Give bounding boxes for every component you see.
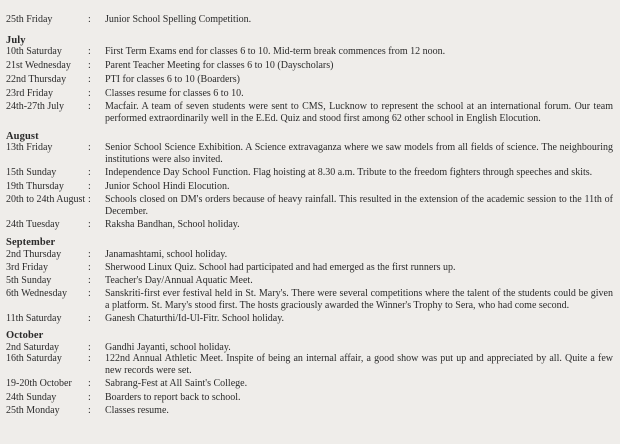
entry-text: Janamashtami, school holiday. (105, 249, 228, 260)
entry-text: 122nd Annual Athletic Meet. Inspite of being an internal affair, a good show was put up and appreciated by all. Quite a few new records were set. (105, 353, 613, 376)
calendar-entry (0, 392, 620, 404)
calendar-entry (0, 275, 620, 287)
entry-colon: : (88, 378, 91, 389)
entry-colon: : (88, 313, 91, 324)
entry-colon: : (88, 249, 91, 260)
entry-text: Sanskriti-first ever festival held in St. Mary's. There were several competitions where the talent of the students could be given a platform. St. Mary's stood first. The hosts graciously awarded the Winner's Trophy to Sera, who had come second. (105, 288, 613, 311)
entry-text: Junior School Spelling Competition. (105, 14, 252, 25)
calendar-entry (0, 101, 620, 125)
entry-date: 24th-27th July (6, 101, 65, 112)
calendar-entry (0, 46, 620, 58)
entry-colon: : (88, 392, 91, 403)
calendar-entry (0, 194, 620, 218)
entry-date: 2nd Thursday (6, 249, 62, 260)
entry-colon: : (88, 342, 91, 353)
calendar-entry (0, 74, 620, 86)
entry-date: 6th Wednesday (6, 288, 67, 299)
calendar-entry (0, 313, 620, 325)
entry-text: Boarders to report back to school. (105, 392, 241, 403)
entry-colon: : (88, 60, 91, 71)
calendar-entry (0, 288, 620, 312)
entry-date: 15th Sunday (6, 167, 57, 178)
entry-date: 24th Tuesday (6, 219, 60, 230)
entry-date: 19th Thursday (6, 181, 64, 192)
calendar-entry (0, 88, 620, 100)
calendar-entry (0, 181, 620, 193)
entry-date: 21st Wednesday (6, 60, 71, 71)
month-heading-july: July (6, 35, 26, 46)
entry-text: Sabrang-Fest at All Saint's College. (105, 378, 248, 389)
entry-date: 19-20th October (6, 378, 72, 389)
entry-date: 22nd Thursday (6, 74, 67, 85)
entry-colon: : (88, 46, 91, 57)
entry-date: 3rd Friday (6, 262, 48, 273)
entry-colon: : (88, 219, 91, 230)
entry-colon: : (88, 275, 91, 286)
entry-colon: : (88, 88, 91, 99)
calendar-entry (0, 167, 620, 179)
entry-text: Classes resume for classes 6 to 10. (105, 88, 244, 99)
entry-date: 16th Saturday (6, 353, 62, 364)
entry-colon: : (88, 14, 91, 25)
entry-colon: : (88, 142, 91, 153)
entry-text: PTI for classes 6 to 10 (Boarders) (105, 74, 240, 85)
entry-text: Raksha Bandhan, School holiday. (105, 219, 240, 230)
calendar-entry (0, 219, 620, 231)
calendar-entry (0, 262, 620, 274)
entry-text: Schools closed on DM's orders because of heavy rainfall. This resulted in the extension of the academic session to the 11th of December. (105, 194, 613, 217)
calendar-entry (0, 353, 620, 377)
entry-colon: : (88, 74, 91, 85)
entry-text: Gandhi Jayanti, school holiday. (105, 342, 231, 353)
entry-text: Sherwood Linux Quiz. School had participated and had emerged as the first runners up. (105, 262, 456, 273)
entry-text: First Term Exams end for classes 6 to 10. Mid-term break commences from 12 noon. (105, 46, 446, 57)
entry-date: 2nd Saturday (6, 342, 60, 353)
calendar-entry (0, 378, 620, 390)
entry-colon: : (88, 288, 91, 299)
entry-text: Junior School Hindi Elocution. (105, 181, 230, 192)
month-heading-september: September (6, 237, 56, 248)
calendar-entry (0, 249, 620, 261)
calendar-entry (0, 14, 620, 26)
entry-colon: : (88, 181, 91, 192)
calendar-entry (0, 60, 620, 72)
entry-date: 24th Sunday (6, 392, 57, 403)
entry-date: 20th to 24th August (6, 194, 86, 205)
entry-date: 10th Saturday (6, 46, 62, 57)
entry-colon: : (88, 262, 91, 273)
calendar-entry (0, 142, 620, 166)
month-heading-october: October (6, 330, 44, 341)
entry-date: 25th Friday (6, 14, 53, 25)
entry-date: 13th Friday (6, 142, 53, 153)
entry-text: Macfair. A team of seven students were sent to CMS, Lucknow to represent the school at an international forum. Our team performed extraordinarily well in the E.Ed. Quiz and stood first among 62 other school in English Elocution. (105, 101, 613, 124)
entry-date: 25th Monday (6, 405, 60, 416)
entry-colon: : (88, 353, 91, 364)
month-heading-august: August (6, 131, 39, 142)
entry-text: Independence Day School Function. Flag hoisting at 8.30 a.m. Tribute to the freedom fighters through speeches and skits. (105, 167, 593, 178)
entry-date: 23rd Friday (6, 88, 53, 99)
entry-colon: : (88, 405, 91, 416)
entry-text: Senior School Science Exhibition. A Science extravaganza where we saw models from all fields of science. The neighbouring institutions were also invited. (105, 142, 613, 165)
calendar-entry (0, 405, 620, 417)
entry-colon: : (88, 194, 91, 205)
entry-date: 11th Saturday (6, 313, 62, 324)
entry-date: 5th Sunday (6, 275, 52, 286)
entry-text: Ganesh Chaturthi/Id-Ul-Fitr. School holiday. (105, 313, 285, 324)
entry-text: Classes resume. (105, 405, 169, 416)
entry-text: Teacher's Day/Annual Aquatic Meet. (105, 275, 253, 286)
entry-colon: : (88, 167, 91, 178)
entry-text: Parent Teacher Meeting for classes 6 to 10 (Dayscholars) (105, 60, 334, 71)
entry-colon: : (88, 101, 91, 112)
